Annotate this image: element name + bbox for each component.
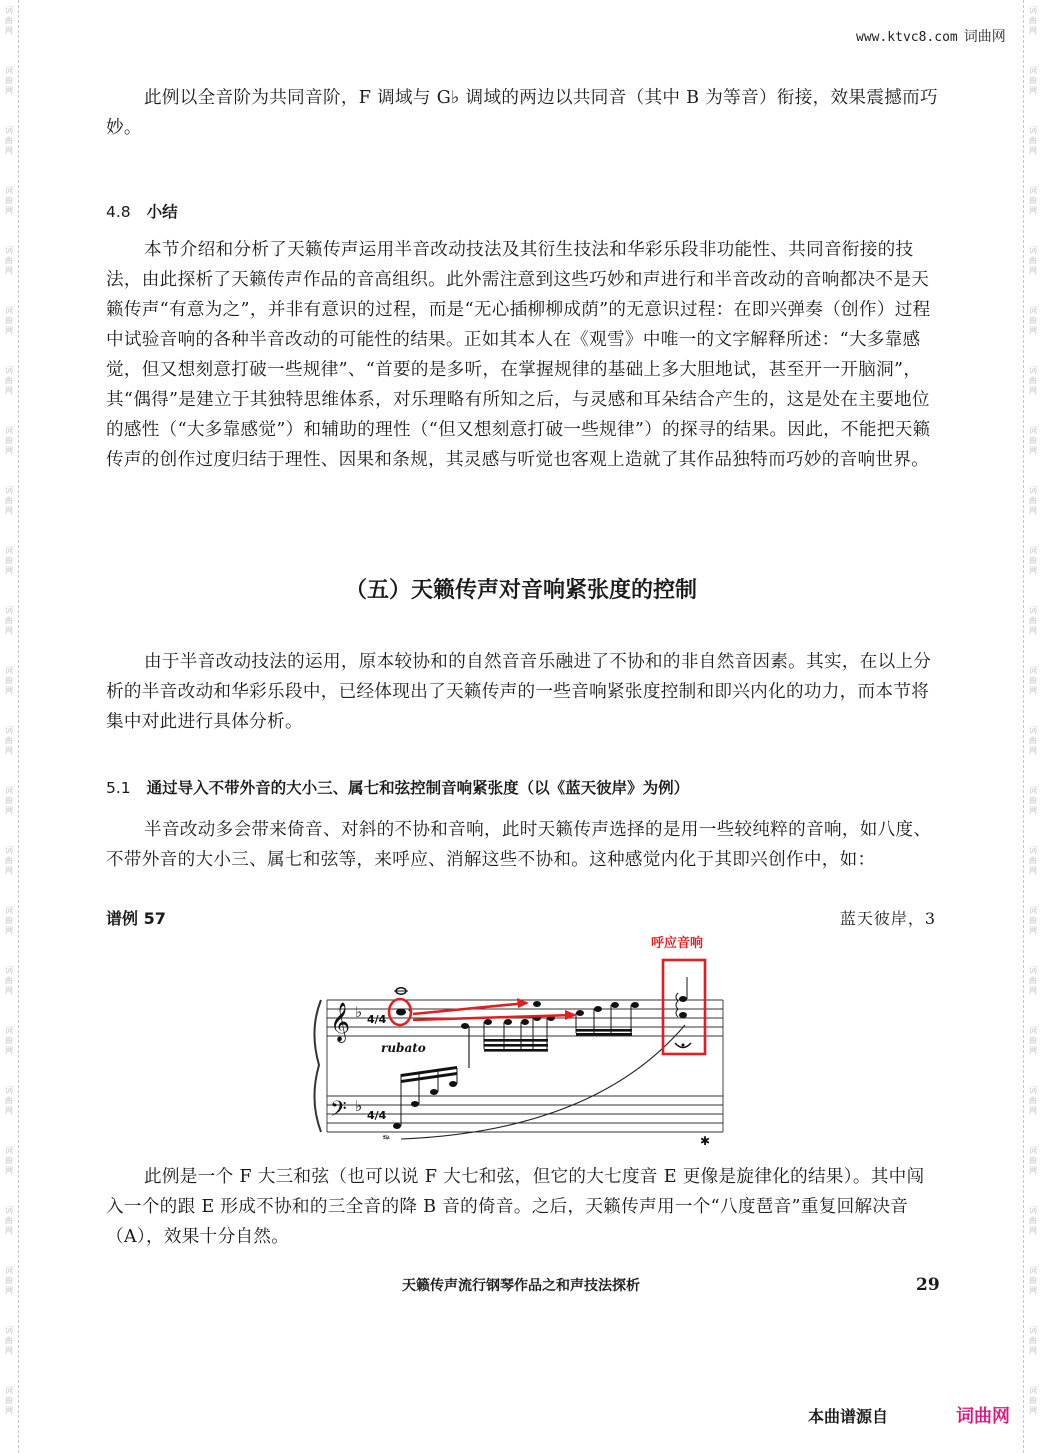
watermark-glyph: 词 <box>1029 1206 1037 1215</box>
watermark-glyph: 词 <box>5 1146 13 1155</box>
paragraph-text: 此例以全音阶为共同音阶，F 调域与 G♭ 调域的两边以共同音（其中 B 为等音）衔接，效果震撼而巧妙。 <box>106 88 938 138</box>
watermark-glyphs <box>1026 306 1040 336</box>
watermark-glyph: 网 <box>1029 1286 1037 1295</box>
watermark-glyph: 网 <box>1029 506 1037 515</box>
watermark-glyph: 网 <box>1029 686 1037 695</box>
watermark-glyph: 词 <box>1029 1026 1037 1035</box>
watermark-glyph: 网 <box>1029 806 1037 815</box>
example-source: 蓝天彼岸，3 <box>839 909 936 928</box>
watermark-glyph: 曲 <box>1029 1156 1037 1165</box>
watermark-glyph: 曲 <box>1029 1336 1037 1345</box>
watermark-glyph: 词 <box>5 246 13 255</box>
music-score <box>305 925 745 1150</box>
watermark-glyph: 曲 <box>1029 16 1037 25</box>
pedal-release-mark: ✱ <box>700 1134 711 1148</box>
watermark-glyphs <box>2 66 16 96</box>
example-label: 谱例 57 <box>106 909 166 928</box>
watermark-glyph: 网 <box>5 26 13 35</box>
watermark-glyph: 曲 <box>1029 316 1037 325</box>
watermark-glyph: 网 <box>1029 266 1037 275</box>
watermark-glyph: 词 <box>5 546 13 555</box>
watermark-glyphs <box>2 846 16 876</box>
watermark-glyph: 网 <box>1029 386 1037 395</box>
watermark-glyph: 词 <box>1029 786 1037 795</box>
watermark-glyph: 网 <box>5 1286 13 1295</box>
watermark-glyph: 网 <box>1029 1046 1037 1055</box>
watermark-glyph: 网 <box>1029 1226 1037 1235</box>
watermark-glyph: 词 <box>5 786 13 795</box>
watermark-glyphs <box>1026 846 1040 876</box>
watermark-glyphs <box>1026 66 1040 96</box>
watermark-glyph: 网 <box>1029 146 1037 155</box>
header-watermark <box>856 26 1006 46</box>
watermark-glyphs <box>1026 6 1040 36</box>
watermark-url: www.ktvc8.com <box>856 30 958 45</box>
watermark-glyph: 曲 <box>5 256 13 265</box>
watermark-glyph: 曲 <box>5 1096 13 1105</box>
watermark-glyph: 网 <box>5 746 13 755</box>
watermark-glyph: 曲 <box>1029 1276 1037 1285</box>
time-signature-treble: 4/4 <box>367 1013 387 1026</box>
watermark-glyph: 词 <box>5 1386 13 1395</box>
watermark-glyph: 词 <box>1029 6 1037 15</box>
watermark-glyphs <box>2 606 16 636</box>
watermark-glyph: 词 <box>1029 1266 1037 1275</box>
heading-text: 通过导入不带外音的大小三、属七和弦控制音响紧张度（以《蓝天彼岸》为例） <box>146 779 690 797</box>
watermark-glyph: 曲 <box>5 1336 13 1345</box>
watermark-glyph: 词 <box>5 6 13 15</box>
watermark-glyphs <box>1026 126 1040 156</box>
footer-title: 天籁传声流行钢琴作品之和声技法探析 <box>402 1278 640 1294</box>
watermark-glyph: 曲 <box>5 616 13 625</box>
watermark-glyph: 曲 <box>5 1396 13 1405</box>
watermark-glyphs <box>2 1326 16 1356</box>
watermark-glyph: 网 <box>1029 926 1037 935</box>
heading-5-1 <box>106 776 689 798</box>
pedal-mark: 𝆮 <box>381 1132 389 1146</box>
key-signature-treble: ♭ <box>355 1003 363 1021</box>
watermark-glyphs <box>1026 366 1040 396</box>
heading-number: 4.8 <box>106 203 131 221</box>
watermark-glyph: 词 <box>1029 186 1037 195</box>
watermark-glyph: 曲 <box>1029 736 1037 745</box>
watermark-glyph: 网 <box>1029 86 1037 95</box>
watermark-glyph: 词 <box>5 66 13 75</box>
time-signature-bass: 4/4 <box>367 1109 387 1122</box>
watermark-glyph: 网 <box>5 326 13 335</box>
section-title: （五）天籁传声对音响紧张度的控制 <box>344 578 697 603</box>
annotation-label: 呼应音响 <box>651 936 704 951</box>
watermark-glyph: 网 <box>5 626 13 635</box>
watermark-glyph: 网 <box>1029 746 1037 755</box>
watermark-glyph: 网 <box>1029 326 1037 335</box>
bass-notes <box>393 1066 457 1129</box>
watermark-glyph: 词 <box>1029 126 1037 135</box>
watermark-glyphs <box>1026 426 1040 456</box>
watermark-glyph: 词 <box>5 186 13 195</box>
grand-staff-brace <box>314 1000 321 1132</box>
watermark-glyph: 曲 <box>5 736 13 745</box>
watermark-glyph: 网 <box>5 806 13 815</box>
watermark-glyph: 词 <box>5 666 13 675</box>
watermark-glyphs <box>2 486 16 516</box>
source-site-link[interactable]: 词曲网 <box>956 1406 1010 1427</box>
watermark-glyph: 网 <box>1029 1166 1037 1175</box>
watermark-glyph: 网 <box>5 686 13 695</box>
watermark-glyph: 曲 <box>1029 1036 1037 1045</box>
watermark-glyph: 曲 <box>5 1276 13 1285</box>
watermark-glyph: 曲 <box>1029 1216 1037 1225</box>
right-watermark-strip <box>1023 0 1042 1453</box>
watermark-glyphs <box>1026 246 1040 276</box>
watermark-glyph: 曲 <box>5 916 13 925</box>
watermark-glyph: 词 <box>1029 246 1037 255</box>
watermark-glyphs <box>2 366 16 396</box>
watermark-glyphs <box>2 786 16 816</box>
watermark-glyph: 网 <box>1029 986 1037 995</box>
watermark-glyphs <box>2 906 16 936</box>
watermark-glyphs <box>1026 1086 1040 1116</box>
watermark-glyph: 词 <box>5 1026 13 1035</box>
watermark-glyphs <box>2 1206 16 1236</box>
watermark-glyphs <box>2 246 16 276</box>
watermark-glyph: 曲 <box>1029 436 1037 445</box>
watermark-glyph: 网 <box>5 146 13 155</box>
watermark-glyphs <box>2 306 16 336</box>
watermark-glyph: 曲 <box>5 976 13 985</box>
watermark-glyph: 词 <box>1029 846 1037 855</box>
watermark-glyph: 词 <box>1029 1326 1037 1335</box>
watermark-glyph: 曲 <box>1029 616 1037 625</box>
tempo-marking: rubato <box>381 1041 426 1055</box>
watermark-glyph: 网 <box>5 1046 13 1055</box>
watermark-glyphs <box>1026 966 1040 996</box>
watermark-glyph: 词 <box>5 1086 13 1095</box>
watermark-glyph: 曲 <box>5 556 13 565</box>
watermark-glyph: 网 <box>5 446 13 455</box>
watermark-glyph: 网 <box>1029 206 1037 215</box>
watermark-glyph: 词 <box>5 966 13 975</box>
watermark-glyphs <box>2 186 16 216</box>
watermark-glyph: 网 <box>5 266 13 275</box>
watermark-glyph: 网 <box>5 926 13 935</box>
watermark-glyph: 曲 <box>5 1216 13 1225</box>
watermark-glyphs <box>1026 1206 1040 1236</box>
watermark-glyphs <box>1026 186 1040 216</box>
watermark-glyphs <box>1026 486 1040 516</box>
watermark-glyph: 曲 <box>1029 856 1037 865</box>
watermark-glyph: 词 <box>5 306 13 315</box>
watermark-glyph: 网 <box>5 1406 13 1415</box>
paragraph-text: 半音改动多会带来倚音、对斜的不协和音响，此时天籁传声选择的是用一些较纯粹的音响，如八度、不带外音的大小三、属七和弦等，来呼应、消解这些不协和。这种感觉内化于其即兴创作中，如： <box>106 820 932 870</box>
watermark-glyphs <box>1026 546 1040 576</box>
paragraph-chromatic <box>106 815 942 875</box>
watermark-glyph: 曲 <box>1029 1396 1037 1405</box>
watermark-glyph: 曲 <box>1029 1096 1037 1105</box>
watermark-glyphs <box>2 726 16 756</box>
watermark-glyph: 曲 <box>5 796 13 805</box>
watermark-glyph: 词 <box>5 726 13 735</box>
source-label: 本曲谱源自 <box>808 1407 889 1426</box>
key-signature-bass: ♭ <box>355 1097 363 1115</box>
watermark-glyph: 网 <box>5 386 13 395</box>
watermark-glyphs <box>2 1086 16 1116</box>
watermark-glyph: 曲 <box>5 856 13 865</box>
paragraph-analysis <box>106 1162 942 1252</box>
watermark-glyphs <box>2 1026 16 1056</box>
watermark-site-name: 词曲网 <box>963 29 1006 45</box>
watermark-glyph: 词 <box>1029 486 1037 495</box>
treble-notes <box>394 977 691 1068</box>
watermark-glyph: 词 <box>1029 546 1037 555</box>
watermark-glyph: 词 <box>1029 1386 1037 1395</box>
watermark-glyph: 曲 <box>5 1036 13 1045</box>
watermark-glyphs <box>1026 726 1040 756</box>
watermark-glyphs <box>1026 1146 1040 1176</box>
watermark-glyphs <box>2 966 16 996</box>
paragraph-whole-tone <box>106 83 942 143</box>
page-number: 29 <box>916 1275 940 1295</box>
heading-4-8 <box>106 200 178 222</box>
watermark-glyph: 网 <box>5 986 13 995</box>
watermark-glyph: 曲 <box>5 1156 13 1165</box>
watermark-glyphs <box>1026 1326 1040 1356</box>
watermark-glyph: 曲 <box>1029 916 1037 925</box>
watermark-glyph: 网 <box>5 1166 13 1175</box>
watermark-glyph: 词 <box>5 1326 13 1335</box>
watermark-glyph: 词 <box>5 426 13 435</box>
watermark-glyph: 曲 <box>5 16 13 25</box>
watermark-glyph: 网 <box>1029 1346 1037 1355</box>
watermark-glyph: 网 <box>5 1346 13 1355</box>
treble-clef: 𝄞 <box>330 1002 351 1042</box>
watermark-glyph: 曲 <box>1029 976 1037 985</box>
watermark-glyph: 网 <box>5 206 13 215</box>
watermark-glyphs <box>1026 1026 1040 1056</box>
watermark-glyph: 词 <box>1029 606 1037 615</box>
watermark-glyph: 曲 <box>5 196 13 205</box>
watermark-glyph: 词 <box>1029 726 1037 735</box>
watermark-glyph: 曲 <box>1029 676 1037 685</box>
watermark-glyph: 曲 <box>1029 256 1037 265</box>
paragraph-intro <box>106 647 942 737</box>
paragraph-text: 此例是一个 F 大三和弦（也可以说 F 大七和弦，但它的大七度音 E 更像是旋律化的结果）。其中闯入一个的跟 E 形成不协和的三全音的降 B 音的倚音。之后，天籁传声用一个“八度琶音”重复回解决音（A），效果十分自然。 <box>106 1167 925 1247</box>
watermark-glyph: 网 <box>1029 1106 1037 1115</box>
paragraph-summary <box>106 235 942 475</box>
watermark-glyph: 曲 <box>1029 556 1037 565</box>
watermark-glyphs <box>1026 786 1040 816</box>
watermark-glyphs <box>2 6 16 36</box>
watermark-glyph: 词 <box>1029 666 1037 675</box>
watermark-glyph: 网 <box>5 1106 13 1115</box>
watermark-glyph: 词 <box>5 1266 13 1275</box>
watermark-glyph: 词 <box>5 126 13 135</box>
watermark-glyph: 曲 <box>1029 376 1037 385</box>
watermark-glyph: 词 <box>1029 966 1037 975</box>
watermark-glyphs <box>1026 906 1040 936</box>
phrase-slur <box>401 1025 685 1139</box>
watermark-glyph: 词 <box>1029 66 1037 75</box>
watermark-glyph: 词 <box>5 846 13 855</box>
watermark-glyph: 曲 <box>5 136 13 145</box>
watermark-glyphs <box>2 126 16 156</box>
watermark-glyph: 曲 <box>5 316 13 325</box>
watermark-glyph: 词 <box>5 486 13 495</box>
watermark-glyph: 网 <box>5 566 13 575</box>
watermark-glyph: 词 <box>1029 906 1037 915</box>
watermark-glyph: 曲 <box>1029 796 1037 805</box>
watermark-glyphs <box>1026 1386 1040 1416</box>
heading-number: 5.1 <box>106 779 131 797</box>
watermark-glyph: 词 <box>1029 1146 1037 1155</box>
watermark-glyph: 词 <box>5 906 13 915</box>
watermark-glyph: 曲 <box>1029 496 1037 505</box>
watermark-glyph: 网 <box>1029 1406 1037 1415</box>
watermark-glyph: 网 <box>5 506 13 515</box>
watermark-glyph: 曲 <box>5 496 13 505</box>
watermark-glyph: 网 <box>1029 626 1037 635</box>
watermark-glyph: 曲 <box>5 76 13 85</box>
highlight-box <box>663 960 705 1054</box>
watermark-glyph: 网 <box>5 86 13 95</box>
watermark-glyph: 曲 <box>1029 196 1037 205</box>
watermark-glyph: 曲 <box>5 376 13 385</box>
watermark-glyphs <box>2 546 16 576</box>
watermark-glyph: 网 <box>5 866 13 875</box>
watermark-glyph: 词 <box>1029 306 1037 315</box>
watermark-glyphs <box>2 666 16 696</box>
watermark-glyph: 网 <box>5 1226 13 1235</box>
watermark-glyph: 词 <box>5 366 13 375</box>
watermark-glyphs <box>2 1146 16 1176</box>
watermark-glyphs <box>1026 606 1040 636</box>
watermark-glyph: 网 <box>1029 446 1037 455</box>
watermark-glyph: 词 <box>1029 366 1037 375</box>
watermark-glyph: 词 <box>1029 1086 1037 1095</box>
watermark-glyph: 曲 <box>1029 136 1037 145</box>
paragraph-text: 由于半音改动技法的运用，原本较协和的自然音音乐融进了不协和的非自然音因素。其实，在以上分析的半音改动和华彩乐段中，已经体现出了天籁传声的一些音响紧张度控制和即兴内化的功力，而本节将集中对此进行具体分析。 <box>106 652 932 732</box>
paragraph-text: 本节介绍和分析了天籁传声运用半音改动技法及其衍生技法和华彩乐段非功能性、共同音衔接的技法，由此探析了天籁传声作品的音高组织。此外需注意到这些巧妙和声进行和半音改动的音响都决不是天籁传声“有意为之”，并非有意识的过程，而是“无心插柳柳成荫”的无意识过程：在即兴弹奏（创作）过程中试验音响的各种半音改动的可能性的结果。正如其本人在《观雪》中唯一的文字解释所述：“大多靠感觉，但又想刻意打破一些规律”、“首要的是多听，在掌握规律的基础上多大胆地试，甚至开一开脑洞”，其“偶得”是建立于其独特思维体系，对乐理略有所知之后，与灵感和耳朵结合产生的，这是处在主要地位的感性（“大多靠感觉”）和辅助的理性（“但又想刻意打破一些规律”）的探寻的结果。因此，不能把天籁传声的创作过度归结于理性、因果和条规，其灵感与听觉也客观上造就了其作品独特而巧妙的音响世界。 <box>106 240 931 470</box>
watermark-glyph: 词 <box>5 1206 13 1215</box>
watermark-glyph: 曲 <box>5 676 13 685</box>
left-watermark-strip <box>0 0 19 1453</box>
watermark-glyph: 词 <box>5 606 13 615</box>
watermark-glyph: 网 <box>1029 566 1037 575</box>
watermark-glyph: 曲 <box>5 436 13 445</box>
watermark-glyph: 网 <box>1029 26 1037 35</box>
watermark-glyph: 网 <box>1029 866 1037 875</box>
heading-text: 小结 <box>146 203 178 221</box>
watermark-glyphs <box>1026 666 1040 696</box>
bass-clef: 𝄢 <box>330 1097 347 1127</box>
watermark-glyphs <box>2 426 16 456</box>
watermark-glyphs <box>2 1386 16 1416</box>
watermark-glyph: 词 <box>1029 426 1037 435</box>
watermark-glyph: 曲 <box>1029 76 1037 85</box>
